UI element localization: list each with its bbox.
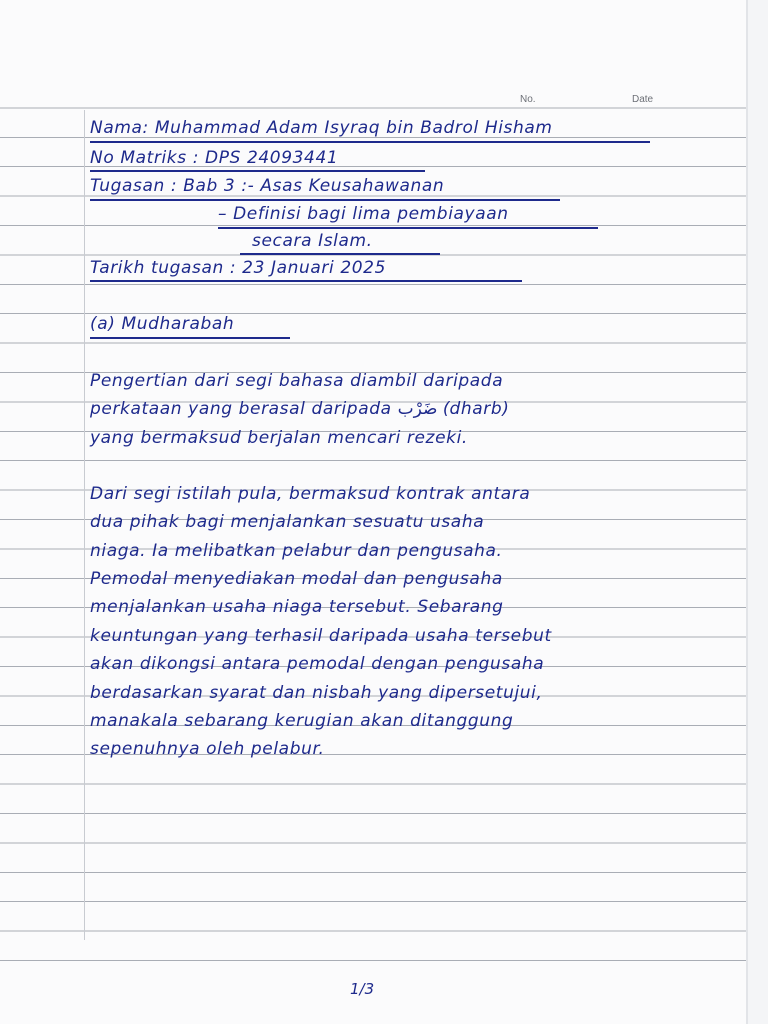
section-title: (a) Mudharabah (90, 314, 235, 334)
matric-line: No Matriks : DPS 24093441 (90, 148, 339, 168)
no-label: No. (520, 94, 536, 105)
paragraph-2-line-5: menjalankan usaha niaga tersebut. Sebarang (90, 597, 504, 617)
task-line-2: – Definisi bagi lima pembiayaan (218, 204, 509, 224)
date-label: Date (632, 94, 654, 105)
paragraph-2-line-6: keuntungan yang terhasil daripada usaha tersebut (90, 626, 552, 646)
paragraph-1-line-2 (90, 399, 509, 419)
date-underline (90, 280, 522, 282)
paragraph-2-line-4: Pemodal menyediakan modal dan pengusaha (90, 569, 503, 589)
paragraph-2-line-10: sepenuhnya oleh pelabur. (90, 739, 325, 759)
task-underline-1 (90, 199, 560, 201)
paragraph-1-line-2-start: perkataan yang berasal daripada (90, 399, 398, 419)
margin-rule (84, 110, 85, 940)
task-line-3: secara Islam. (252, 231, 373, 251)
section-title-underline (90, 337, 290, 339)
name-line: Nama: Muhammad Adam Isyraq bin Badrol Hisham (90, 118, 553, 138)
paragraph-2-line-3: niaga. Ia melibatkan pelabur dan pengusaha. (90, 541, 503, 561)
paragraph-2-line-9: manakala sebarang kerugian akan ditanggung (90, 711, 514, 731)
page-top-margin (0, 0, 748, 79)
page-number: 1/3 (350, 980, 375, 998)
page-edge (746, 0, 748, 1024)
paragraph-2-line-7: akan dikongsi antara pemodal dengan pengusaha (90, 654, 545, 674)
arabic-word: ضَرْب (397, 399, 438, 419)
matric-underline (90, 170, 425, 172)
task-line-1: Tugasan : Bab 3 :- Asas Keusahawanan (90, 176, 445, 196)
task-underline-3 (240, 253, 440, 255)
name-underline (90, 141, 650, 143)
paragraph-2-line-2: dua pihak bagi menjalankan sesuatu usaha (90, 512, 485, 532)
paragraph-2-line-1: Dari segi istilah pula, bermaksud kontrak antara (90, 484, 531, 504)
task-underline-2 (218, 227, 598, 229)
paragraph-1-line-2-end: (dharb) (437, 399, 509, 419)
paragraph-2-line-8: berdasarkan syarat dan nisbah yang dipersetujui, (90, 683, 543, 703)
paragraph-1-line-3: yang bermaksud berjalan mencari rezeki. (90, 428, 468, 448)
paragraph-1-line-1: Pengertian dari segi bahasa diambil daripada (90, 371, 504, 391)
date-line: Tarikh tugasan : 23 Januari 2025 (90, 258, 386, 278)
